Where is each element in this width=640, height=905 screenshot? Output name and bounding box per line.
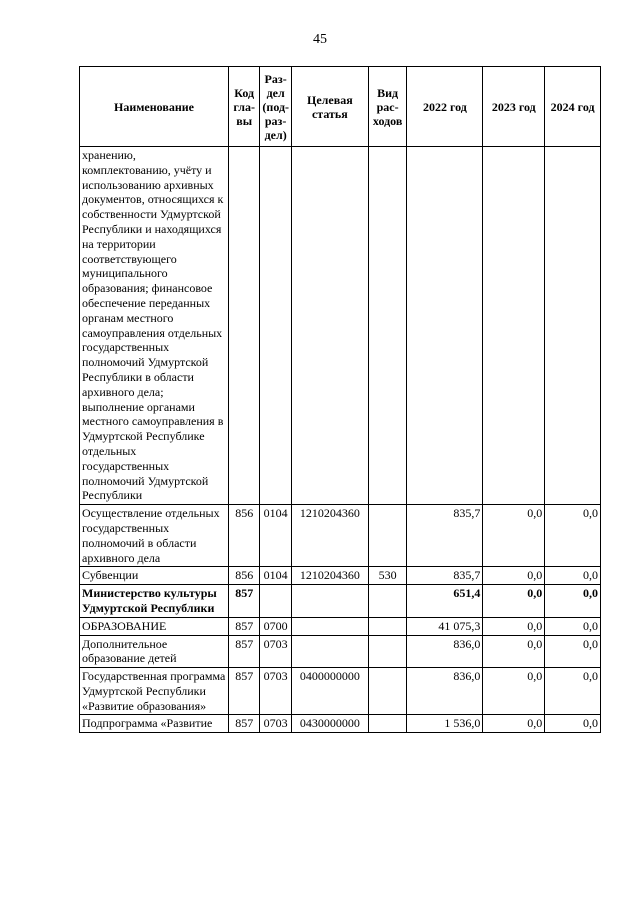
row-name: Министерство культуры Удмуртской Республики bbox=[80, 585, 229, 618]
row-2024: 0,0 bbox=[545, 617, 601, 635]
row-name: Субвенции bbox=[80, 567, 229, 585]
header-2023: 2023 год bbox=[483, 67, 545, 147]
row-name: Дополнительное образование детей bbox=[80, 635, 229, 668]
row-code bbox=[229, 147, 260, 505]
row-2024: 0,0 bbox=[545, 715, 601, 733]
row-article: 1210204360 bbox=[291, 505, 368, 567]
header-2024: 2024 год bbox=[545, 67, 601, 147]
table-header-row bbox=[80, 67, 601, 147]
row-name: хранению, комплектованию, учёту и использованию архивных документов, относящихся к собственности Удмуртской Республики и находящихся на территории соответствующего муниципального образования; финансовое обеспечение переданных органам местного самоуправления отдельных государственных полномочий Удмуртской Республики в области архивного дела; выполнение органами местного самоуправления в Удмуртской Республике отдельных государственных полномочий Удмуртской Республики bbox=[80, 147, 229, 505]
row-2024: 0,0 bbox=[545, 567, 601, 585]
row-article: 0400000000 bbox=[291, 668, 368, 715]
row-name: ОБРАЗОВАНИЕ bbox=[80, 617, 229, 635]
row-name: Подпрограмма «Развитие bbox=[80, 715, 229, 733]
row-2022: 835,7 bbox=[407, 567, 483, 585]
page-number: 45 bbox=[313, 32, 327, 47]
row-code: 857 bbox=[229, 617, 260, 635]
table-row bbox=[80, 635, 601, 668]
row-type bbox=[368, 635, 407, 668]
row-article: 0430000000 bbox=[291, 715, 368, 733]
row-code: 856 bbox=[229, 505, 260, 567]
row-type bbox=[368, 585, 407, 618]
table-row bbox=[80, 147, 601, 505]
row-article bbox=[291, 147, 368, 505]
row-type bbox=[368, 715, 407, 733]
row-article bbox=[291, 585, 368, 618]
row-2023: 0,0 bbox=[483, 715, 545, 733]
row-2022: 835,7 bbox=[407, 505, 483, 567]
row-2024: 0,0 bbox=[545, 668, 601, 715]
table-row bbox=[80, 668, 601, 715]
row-2022: 41 075,3 bbox=[407, 617, 483, 635]
row-2022: 651,4 bbox=[407, 585, 483, 618]
budget-table bbox=[79, 66, 601, 733]
row-section: 0703 bbox=[260, 715, 291, 733]
header-2022: 2022 год bbox=[407, 67, 483, 147]
row-2023: 0,0 bbox=[483, 567, 545, 585]
row-2023: 0,0 bbox=[483, 585, 545, 618]
row-type bbox=[368, 668, 407, 715]
row-2023: 0,0 bbox=[483, 635, 545, 668]
row-2023: 0,0 bbox=[483, 505, 545, 567]
row-2023: 0,0 bbox=[483, 668, 545, 715]
table-row bbox=[80, 617, 601, 635]
header-expense-type: Вид рас- ходов bbox=[368, 67, 407, 147]
row-section bbox=[260, 585, 291, 618]
row-section: 0703 bbox=[260, 668, 291, 715]
row-type bbox=[368, 617, 407, 635]
row-type: 530 bbox=[368, 567, 407, 585]
table-row bbox=[80, 567, 601, 585]
row-name: Осуществление отдельных государственных полномочий в области архивного дела bbox=[80, 505, 229, 567]
row-type bbox=[368, 147, 407, 505]
row-2022 bbox=[407, 147, 483, 505]
row-article bbox=[291, 635, 368, 668]
header-section: Раз- дел (под- раз- дел) bbox=[260, 67, 291, 147]
header-target-article: Целевая статья bbox=[291, 67, 368, 147]
header-chapter-code: Код гла- вы bbox=[229, 67, 260, 147]
row-code: 857 bbox=[229, 668, 260, 715]
row-code: 856 bbox=[229, 567, 260, 585]
row-2024: 0,0 bbox=[545, 505, 601, 567]
row-section: 0703 bbox=[260, 635, 291, 668]
row-2023: 0,0 bbox=[483, 617, 545, 635]
row-2024: 0,0 bbox=[545, 585, 601, 618]
row-section bbox=[260, 147, 291, 505]
row-2024: 0,0 bbox=[545, 635, 601, 668]
row-code: 857 bbox=[229, 715, 260, 733]
row-section: 0700 bbox=[260, 617, 291, 635]
row-2024 bbox=[545, 147, 601, 505]
row-code: 857 bbox=[229, 585, 260, 618]
row-name: Государственная программа Удмуртской Республики «Развитие образования» bbox=[80, 668, 229, 715]
row-section: 0104 bbox=[260, 505, 291, 567]
row-article: 1210204360 bbox=[291, 567, 368, 585]
row-article bbox=[291, 617, 368, 635]
header-name: Наименование bbox=[80, 67, 229, 147]
table-row bbox=[80, 715, 601, 733]
row-code: 857 bbox=[229, 635, 260, 668]
row-2022: 836,0 bbox=[407, 635, 483, 668]
table-row bbox=[80, 505, 601, 567]
row-section: 0104 bbox=[260, 567, 291, 585]
row-2022: 836,0 bbox=[407, 668, 483, 715]
row-type bbox=[368, 505, 407, 567]
table-row bbox=[80, 585, 601, 618]
row-2023 bbox=[483, 147, 545, 505]
row-2022: 1 536,0 bbox=[407, 715, 483, 733]
